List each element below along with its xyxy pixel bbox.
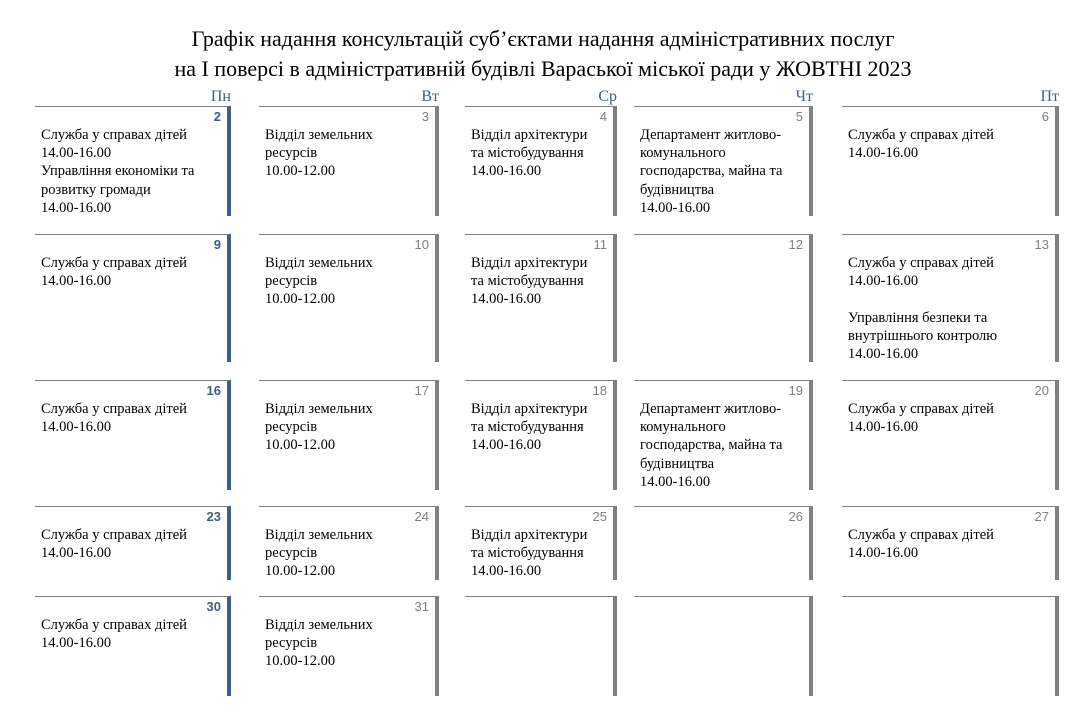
- weekday-header-wed: Ср: [465, 88, 617, 107]
- day-number: 9: [213, 237, 221, 252]
- calendar-day-cell: [634, 380, 813, 490]
- calendar-day-cell: [634, 234, 813, 362]
- day-number: 25: [592, 509, 607, 524]
- calendar-day-cell: [259, 106, 439, 216]
- consultation-schedule-text: Відділ земельних ресурсів 10.00-12.00: [265, 617, 373, 670]
- consultation-schedule-text: Служба у справах дітей 14.00-16.00: [848, 401, 994, 436]
- day-number: 16: [206, 383, 221, 398]
- day-number: 6: [1041, 109, 1049, 124]
- consultation-schedule-text: Служба у справах дітей 14.00-16.00 Управління безпеки та внутрішнього контролю 14.00-16.00: [848, 255, 998, 363]
- consultation-schedule-text: Департамент житлово- комунального господарства, майна та будівництва 14.00-16.00: [640, 127, 783, 216]
- day-number: 23: [206, 509, 221, 524]
- day-number: 2: [213, 109, 221, 124]
- consultation-schedule-text: Відділ земельних ресурсів 10.00-12.00: [265, 401, 373, 454]
- calendar-day-cell: [259, 506, 439, 580]
- calendar-day-cell: [465, 380, 617, 490]
- day-number: 3: [421, 109, 429, 124]
- calendar-day-cell: [259, 380, 439, 490]
- consultation-schedule-text: Відділ архітектури та містобудування 14.00-16.00: [471, 527, 588, 580]
- calendar-day-cell: [634, 506, 813, 580]
- title-line-2: на І поверсі в адміністративній будівлі Вараської міської ради у ЖОВТНІ 2023: [174, 56, 912, 81]
- calendar-day-cell: [259, 596, 439, 696]
- calendar-day-cell: [634, 106, 813, 216]
- calendar-day-cell: [35, 380, 231, 490]
- day-number: 13: [1034, 237, 1049, 252]
- day-number: 30: [206, 599, 221, 614]
- day-number: 11: [593, 237, 607, 252]
- consultation-schedule-text: Відділ архітектури та містобудування 14.00-16.00: [471, 401, 588, 454]
- consultation-schedule-text: Відділ земельних ресурсів 10.00-12.00: [265, 127, 373, 180]
- consultation-schedule-text: Відділ архітектури та містобудування 14.00-16.00: [471, 255, 588, 308]
- calendar-day-cell: [465, 234, 617, 362]
- day-number: 24: [414, 509, 429, 524]
- consultation-schedule-text: Служба у справах дітей 14.00-16.00: [41, 527, 187, 562]
- calendar-day-cell: [842, 596, 1059, 696]
- consultation-schedule-text: Відділ земельних ресурсів 10.00-12.00: [265, 527, 373, 580]
- calendar-day-cell: [465, 506, 617, 580]
- consultation-schedule-text: Відділ земельних ресурсів 10.00-12.00: [265, 255, 373, 308]
- calendar-day-cell: [259, 234, 439, 362]
- consultation-schedule-text: Департамент житлово- комунального господарства, майна та будівництва 14.00-16.00: [640, 401, 783, 490]
- calendar-day-cell: [35, 106, 231, 216]
- calendar-day-cell: [634, 596, 813, 696]
- day-number: 4: [599, 109, 607, 124]
- calendar-day-cell: [35, 596, 231, 696]
- day-number: 27: [1034, 509, 1049, 524]
- consultation-schedule-text: Служба у справах дітей 14.00-16.00: [41, 401, 187, 436]
- day-number: 18: [592, 383, 607, 398]
- weekday-header-mon: Пн: [35, 88, 231, 107]
- consultation-schedule-text: Відділ архітектури та містобудування 14.00-16.00: [471, 127, 588, 180]
- calendar-day-cell: [465, 596, 617, 696]
- consultation-schedule-text: Служба у справах дітей 14.00-16.00: [41, 617, 187, 652]
- consultation-schedule-text: Служба у справах дітей 14.00-16.00: [848, 127, 994, 162]
- day-number: 17: [414, 383, 429, 398]
- calendar-day-cell: [465, 106, 617, 216]
- day-number: 31: [414, 599, 429, 614]
- calendar-day-cell: [842, 380, 1059, 490]
- calendar-day-cell: [842, 234, 1059, 362]
- consultation-schedule-text: Служба у справах дітей 14.00-16.00: [848, 527, 994, 562]
- day-number: 5: [795, 109, 803, 124]
- day-number: 19: [788, 383, 803, 398]
- day-number: 26: [788, 509, 803, 524]
- calendar-day-cell: [35, 234, 231, 362]
- weekday-header-fri: Пт: [842, 88, 1059, 107]
- calendar-day-cell: [842, 506, 1059, 580]
- page-title: [0, 24, 1086, 84]
- title-line-1: Графік надання консультацій суб’єктами надання адміністративних послуг: [191, 26, 895, 51]
- day-number: 20: [1034, 383, 1049, 398]
- consultation-schedule-text: Служба у справах дітей 14.00-16.00 Управління економіки та розвитку громади 14.00-16.00: [41, 127, 195, 216]
- consultation-schedule-text: Служба у справах дітей 14.00-16.00: [41, 255, 187, 290]
- weekday-header-thu: Чт: [634, 88, 813, 107]
- calendar-day-cell: [35, 506, 231, 580]
- calendar-day-cell: [842, 106, 1059, 216]
- day-number: 10: [414, 237, 429, 252]
- day-number: 12: [788, 237, 803, 252]
- weekday-header-tue: Вт: [259, 88, 439, 107]
